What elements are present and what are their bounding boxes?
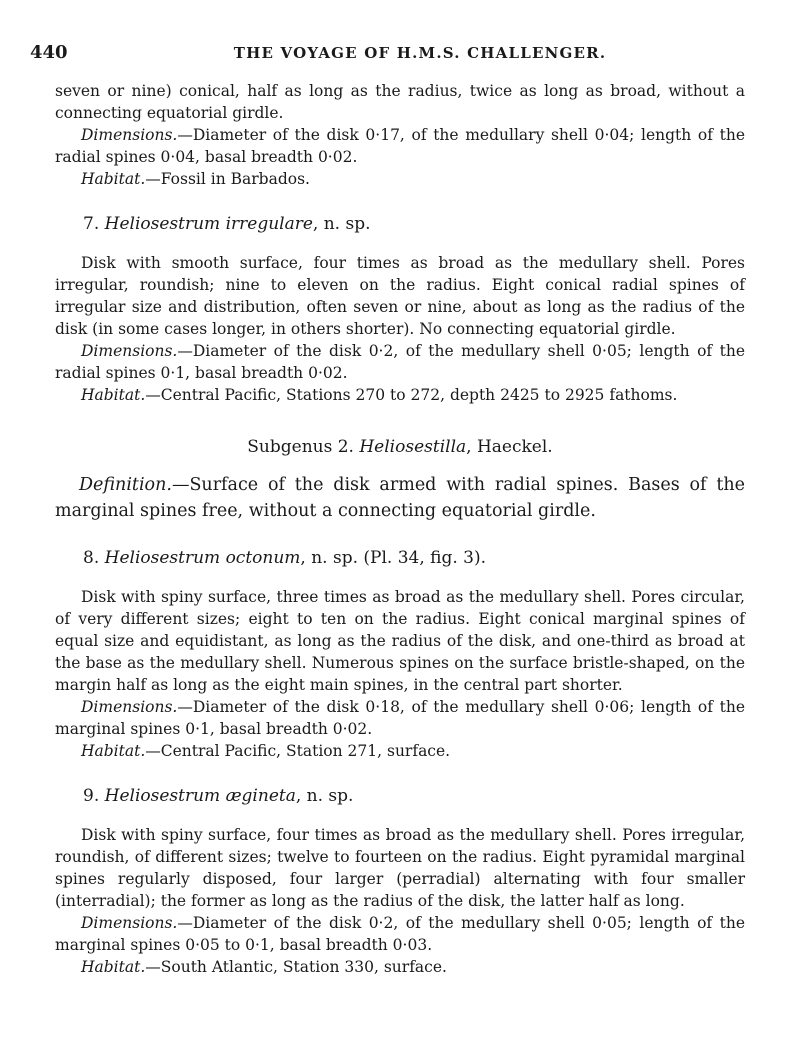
sec7-habitat xyxy=(55,384,745,406)
dimensions-label: Dimensions. xyxy=(81,698,178,716)
sec7-description: Disk with smooth surface, four times as broad as the medullary shell. Pores irregular, roundish; nine to eleven on the radius. Eight conical radial spines of irregular size and distribution, often seven or nine, about as long as the radius of the disk (in some cases longer, in others shorter). No connecting equatorial girdle. xyxy=(55,254,745,338)
sec7-heading xyxy=(83,212,745,236)
sec8-habitat xyxy=(55,740,745,762)
habitat-text: —South Atlantic, Station 330, surface. xyxy=(145,958,447,976)
habitat-text: —Central Pacific, Station 271, surface. xyxy=(145,742,451,760)
sec6-dimensions xyxy=(55,124,745,168)
sec9-number: 9. xyxy=(83,786,100,806)
dimensions-text: —Diameter of the disk 0·17, of the medullary shell 0·04; length of the radial spines 0·04, basal breadth 0·02. xyxy=(55,126,745,166)
sec6-habitat xyxy=(55,168,745,190)
sec7-number: 7. xyxy=(83,214,100,234)
dimensions-label: Dimensions. xyxy=(81,126,178,144)
sec9-suffix: , n. sp. xyxy=(295,786,354,806)
page-number: 440 xyxy=(30,42,68,63)
sec7-species-name: Heliosestrum irregulare xyxy=(104,214,313,234)
habitat-label: Habitat. xyxy=(81,958,146,976)
habitat-label: Habitat. xyxy=(81,742,146,760)
sec8-dimensions xyxy=(55,696,745,740)
dimensions-label: Dimensions. xyxy=(81,914,178,932)
sec7-dimensions xyxy=(55,340,745,384)
sec8-number: 8. xyxy=(83,548,100,568)
habitat-text: —Central Pacific, Stations 270 to 272, depth 2425 to 2925 fathoms. xyxy=(145,386,678,404)
habitat-label: Habitat. xyxy=(81,170,146,188)
page-body xyxy=(55,80,745,978)
running-title: THE VOYAGE OF H.M.S. CHALLENGER. xyxy=(233,44,607,62)
dimensions-text: —Diameter of the disk 0·18, of the medullary shell 0·06; length of the marginal spines 0·1, basal breadth 0·02. xyxy=(55,698,745,738)
sec9-heading xyxy=(83,784,745,808)
definition-label: Definition. xyxy=(79,475,172,495)
definition-text: —Surface of the disk armed with radial spines. Bases of the marginal spines free, without a connecting equatorial girdle. xyxy=(55,475,745,521)
habitat-text: —Fossil in Barbados. xyxy=(145,170,310,188)
sec9-dimensions xyxy=(55,912,745,956)
sec8-suffix: , n. sp. (Pl. 34, fig. 3). xyxy=(300,548,487,568)
subgenus-name: Heliosestilla xyxy=(359,437,467,457)
sec8-description: Disk with spiny surface, three times as broad as the medullary shell. Pores circular, of very different sizes; eight to ten on the radius. Eight conical marginal spines of equal size and equidistant, as long as the radius of the disk, and one-third as broad at the base as the medullary shell. Numerous spines on the surface bristle-shaped, on the margin half as long as the eight main spines, in the central part shorter. xyxy=(55,588,745,694)
sec9-species-name: Heliosestrum ægineta xyxy=(104,786,296,806)
sec8-species-name: Heliosestrum octonum xyxy=(104,548,301,568)
subgenus-prefix: Subgenus 2. xyxy=(247,437,354,457)
habitat-label: Habitat. xyxy=(81,386,146,404)
subgenus-heading xyxy=(55,436,745,458)
dimensions-label: Dimensions. xyxy=(81,342,178,360)
subgenus-definition xyxy=(55,472,745,524)
sec8-heading xyxy=(83,546,745,570)
sec6-continuation: seven or nine) conical, half as long as the radius, twice as long as broad, without a connecting equatorial girdle. xyxy=(55,82,745,122)
sec9-habitat xyxy=(55,956,745,978)
dimensions-text: —Diameter of the disk 0·2, of the medullary shell 0·05; length of the marginal spines 0·05 to 0·1, basal breadth 0·03. xyxy=(55,914,745,954)
sec7-suffix: , n. sp. xyxy=(312,214,371,234)
subgenus-author: , Haeckel. xyxy=(466,437,553,457)
sec9-description: Disk with spiny surface, four times as broad as the medullary shell. Pores irregular, roundish, of different sizes; twelve to fourteen on the radius. Eight pyramidal marginal spines regularly disposed, four larger (perradial) alternating with four smaller (interradial); the former as long as the radius of the disk, the latter half as long. xyxy=(55,826,745,910)
dimensions-text: —Diameter of the disk 0·2, of the medullary shell 0·05; length of the radial spines 0·1, basal breadth 0·02. xyxy=(55,342,745,382)
page-header xyxy=(30,42,750,66)
